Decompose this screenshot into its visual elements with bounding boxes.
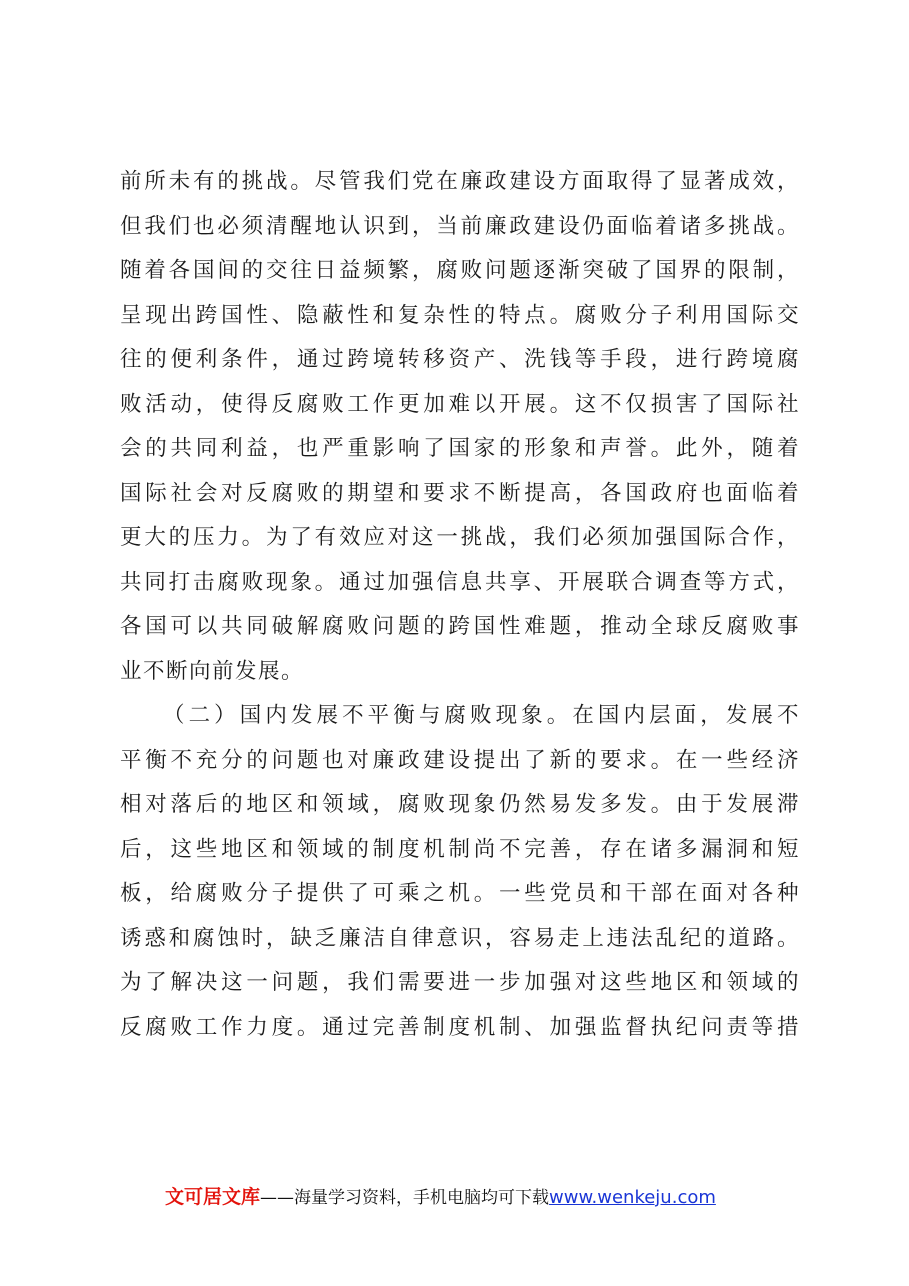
text-line: 后，这些地区和领域的制度机制尚不完善，存在诸多漏洞和短: [120, 836, 800, 862]
document-body: [120, 160, 800, 1050]
footer-slogan: ——海量学习资料，手机电脑均可下载: [260, 1188, 550, 1208]
text-line: 诱惑和腐蚀时，缺乏廉洁自律意识，容易走上违法乱纪的道路。: [120, 925, 800, 951]
text-line: 业不断向前发展。: [120, 658, 305, 684]
text-line: 共同打击腐败现象。通过加强信息共享、开展联合调查等方式，: [120, 569, 800, 595]
footer-link[interactable]: www.wenkeju.com: [549, 1187, 716, 1208]
footer-brand: 文可居文库: [165, 1186, 261, 1208]
text-line: 往的便利条件，通过跨境转移资产、洗钱等手段，进行跨境腐: [120, 347, 800, 372]
text-line: 败活动，使得反腐败工作更加难以开展。这不仅损害了国际社: [120, 391, 800, 417]
page-footer: [165, 1183, 805, 1211]
text-line: 平衡不充分的问题也对廉政建设提出了新的要求。在一些经济: [120, 747, 800, 773]
text-line: 但我们也必须清醒地认识到，当前廉政建设仍面临着诸多挑战。: [120, 213, 800, 239]
text-line: 反腐败工作力度。通过完善制度机制、加强监督执纪问责等措: [120, 1014, 800, 1040]
section-heading-line: （二）国内发展不平衡与腐败现象。在国内层面，发展不: [163, 703, 800, 728]
text-line: 板，给腐败分子提供了可乘之机。一些党员和干部在面对各种: [120, 881, 800, 906]
text-line: 为了解决这一问题，我们需要进一步加强对这些地区和领域的: [120, 970, 800, 995]
text-line: 相对落后的地区和领域，腐败现象仍然易发多发。由于发展滞: [120, 792, 800, 817]
text-line: 随着各国间的交往日益频繁，腐败问题逐渐突破了国界的限制，: [120, 258, 800, 283]
text-line: 更大的压力。为了有效应对这一挑战，我们必须加强国际合作，: [120, 525, 800, 550]
text-line: 国际社会对反腐败的期望和要求不断提高，各国政府也面临着: [120, 480, 800, 506]
text-line: 前所未有的挑战。尽管我们党在廉政建设方面取得了显著成效，: [120, 169, 800, 194]
text-line: 呈现出跨国性、隐蔽性和复杂性的特点。腐败分子利用国际交: [120, 302, 800, 328]
text-line: 各国可以共同破解腐败问题的跨国性难题，推动全球反腐败事: [120, 614, 800, 639]
text-line: 会的共同利益，也严重影响了国家的形象和声誉。此外，随着: [120, 436, 800, 461]
